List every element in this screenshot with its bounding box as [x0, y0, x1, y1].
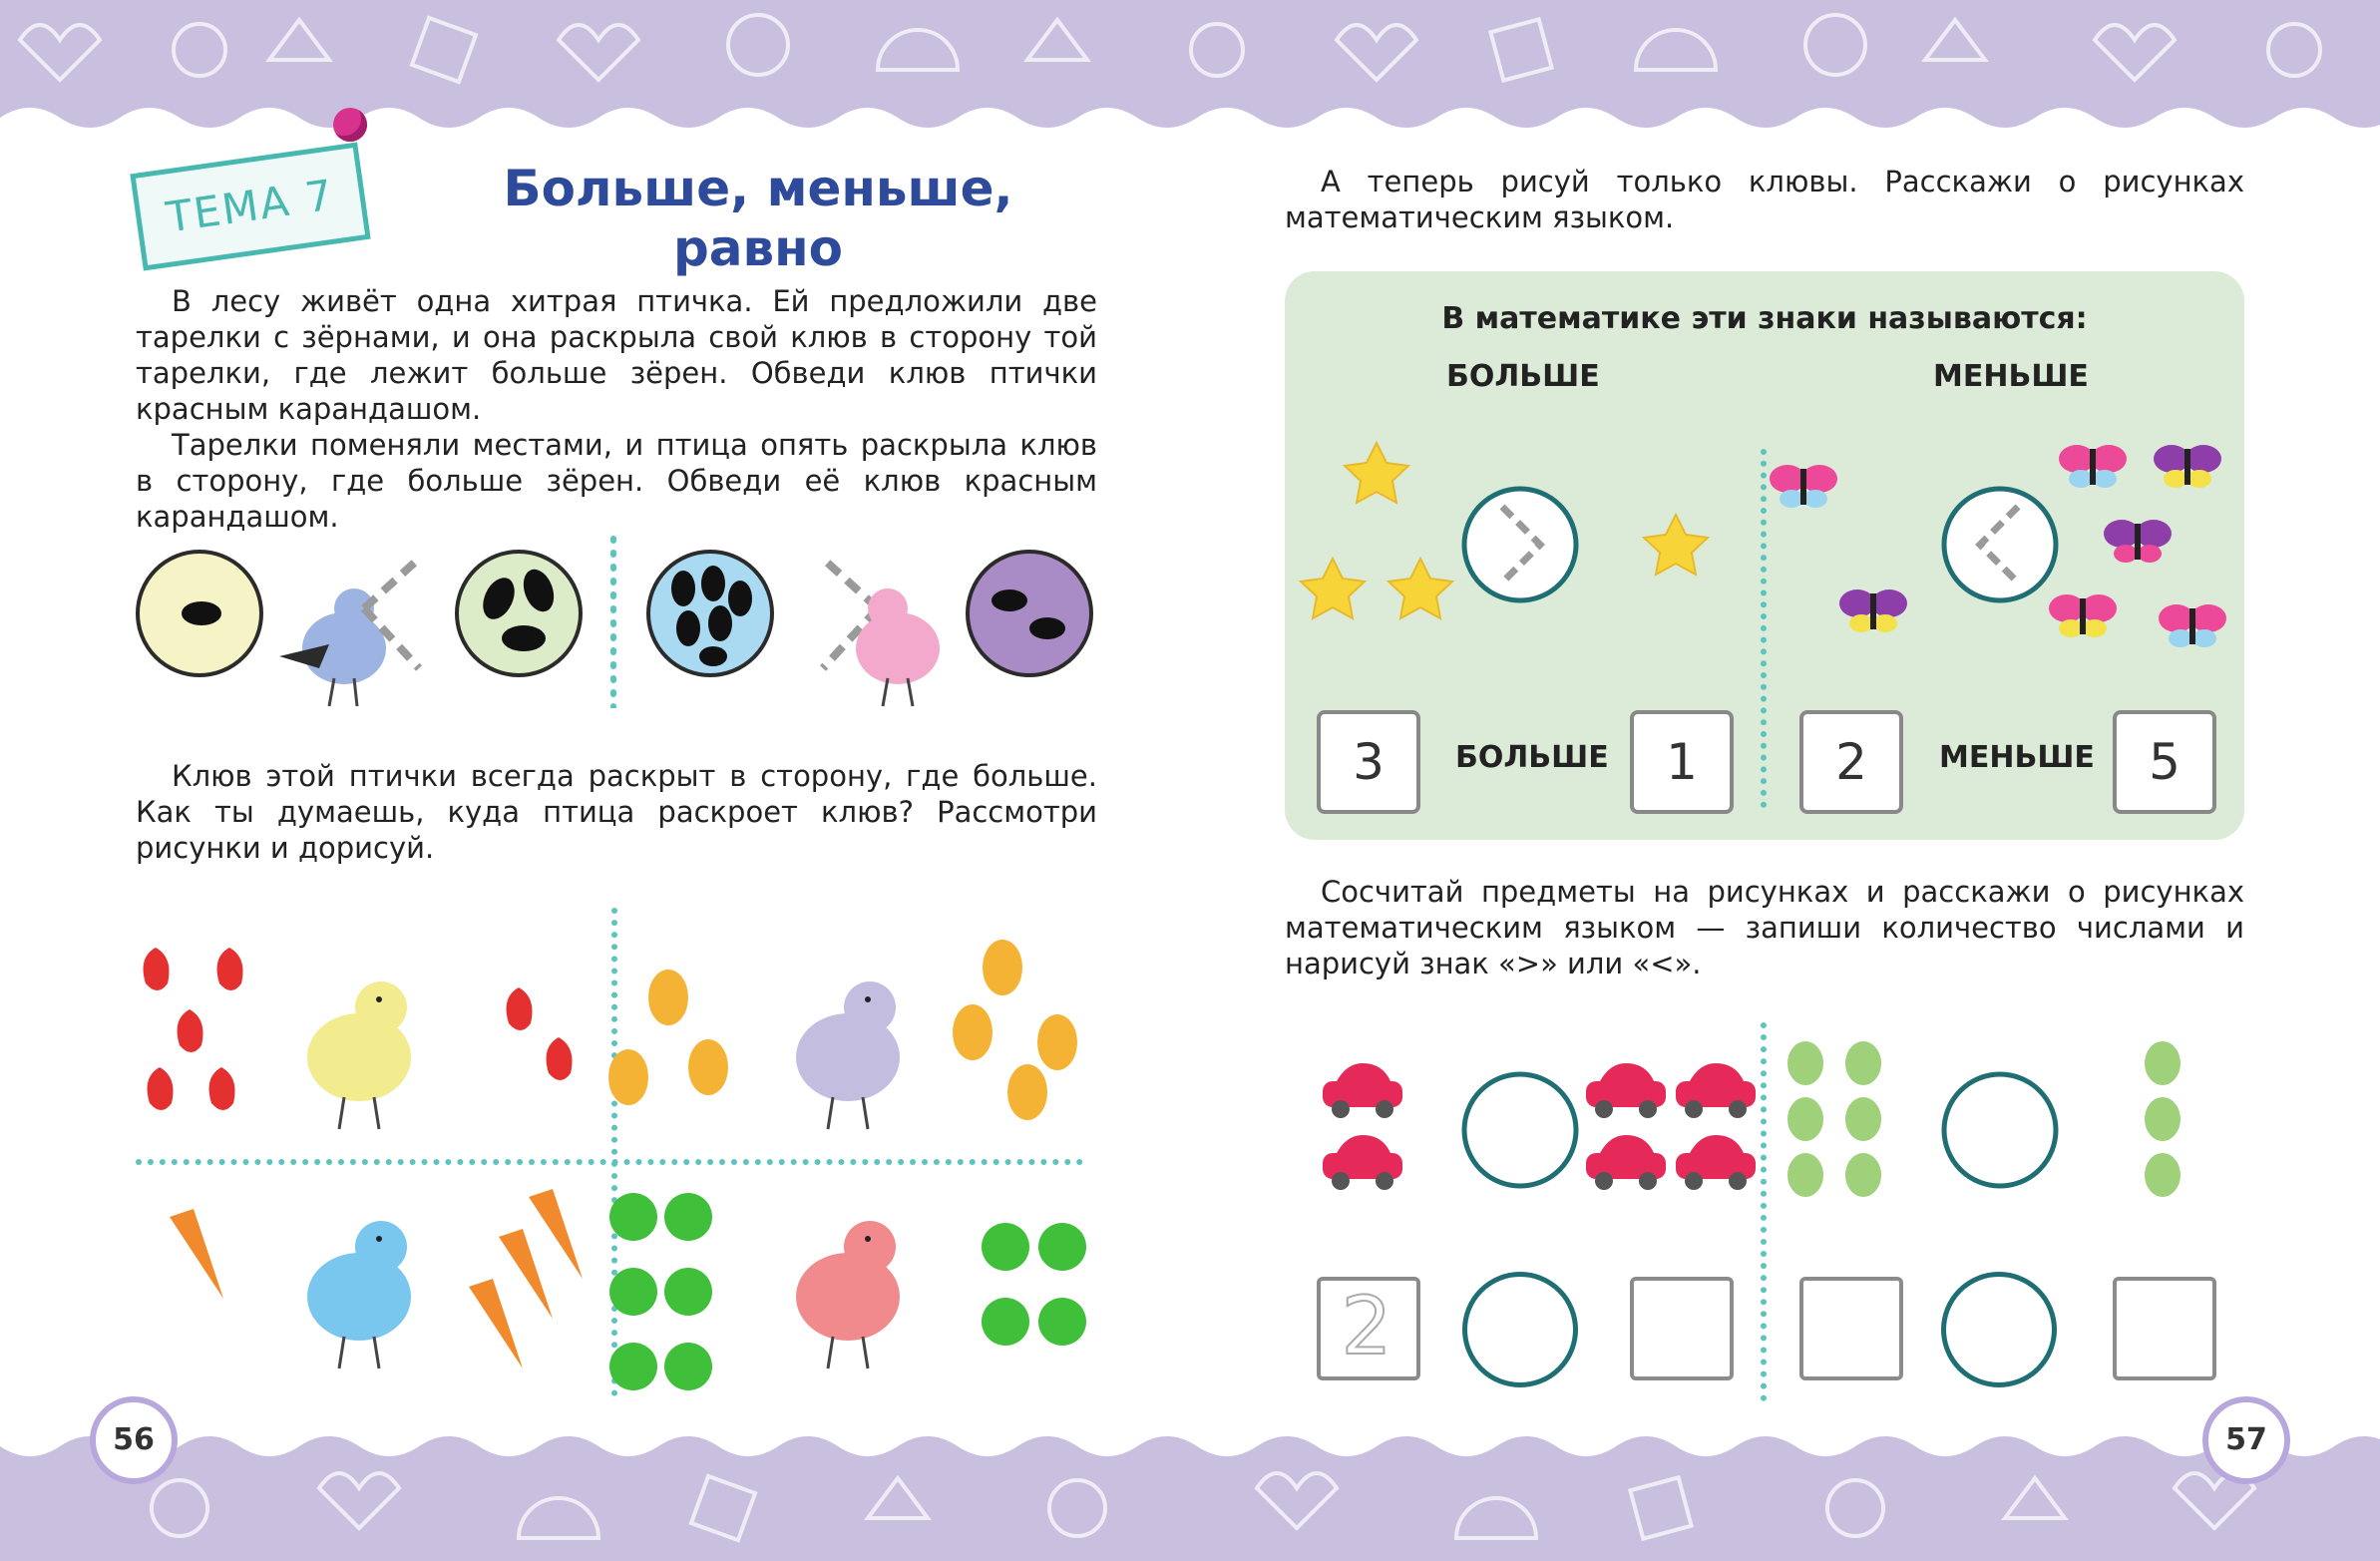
page-number-left: 56	[90, 1396, 178, 1484]
bird-lavender-icon	[796, 981, 900, 1129]
signs-box-title: В математике эти знаки называются:	[1441, 301, 2088, 336]
count-task-paragraph: Сосчитай предметы на рисунках и расскажи о рисунках математическим языком — запиши количество числами и нарисуй знак «>» или «<».	[1285, 875, 2244, 980]
bird-yellow-icon	[307, 981, 411, 1129]
paragraph-1: В лесу живёт одна хитрая птичка. Ей предложили две тарелки с зёрнами, и она раскрыла свой клюв в сторону той тарелки, где лежит больше зёрен. Обведи клюв птички красным карандашом.	[136, 284, 1097, 426]
fruit-panels-illustration	[130, 918, 1107, 1406]
paragraph-3: Клюв этой птички всегда раскрыт в сторону, где больше. Как ты думаешь, куда птица раскроет клюв? Рассмотри рисунки и дорисуй.	[136, 759, 1097, 865]
right-intro-paragraph: А теперь рисуй только клювы. Расскажи о рисунках математическим языком.	[1285, 165, 2244, 234]
bird-blue-2-icon	[307, 1221, 411, 1368]
paragraph-2: Тарелки поменяли местами, и птица опять раскрыла клюв в сторону, где больше зёрен. Обведи её клюв красным карандашом.	[136, 428, 1097, 534]
right-intro-text	[1285, 164, 2244, 235]
pin-icon	[333, 108, 367, 142]
plate-2	[457, 552, 581, 675]
count-task-illustration	[1285, 1027, 2244, 1227]
example-more-word: БОЛЬШЕ	[1455, 740, 1609, 775]
plate-4	[968, 552, 1091, 675]
less-sign-circle	[1944, 489, 2056, 600]
strawberry-left-group	[144, 948, 243, 1110]
answer-box-3[interactable]	[1799, 1277, 1903, 1380]
carrot-left-group	[170, 1209, 223, 1299]
topic-label: ТЕМА 7	[130, 142, 370, 270]
intro-text-block	[136, 283, 1097, 535]
task-circle-1	[1464, 1074, 1576, 1186]
task-circle-2	[1944, 1074, 2056, 1186]
example-more-left-box: 3	[1317, 710, 1420, 814]
strawberry-right-group	[507, 987, 573, 1080]
bottom-decor-band	[0, 1428, 2380, 1561]
task-text-block	[136, 758, 1097, 866]
apple-left-group	[609, 1193, 712, 1390]
bird-coral-icon	[796, 1221, 900, 1368]
apple-right-group	[982, 1223, 1086, 1346]
count-task-text	[1285, 874, 2244, 981]
example-more-right-box: 1	[1630, 710, 1734, 814]
carrot-right-group	[469, 1189, 583, 1368]
pear-right-group	[953, 940, 1077, 1120]
greater-sign-circle	[1464, 489, 1576, 600]
plates-illustration	[130, 529, 1107, 708]
answer-circle-1[interactable]	[1462, 1272, 1578, 1387]
label-less-heading: МЕНЬШЕ	[1933, 359, 2089, 394]
answer-box-2[interactable]	[1630, 1277, 1734, 1380]
answer-circle-2[interactable]	[1941, 1272, 2057, 1387]
page-title-line2: равно	[672, 219, 844, 277]
example-less-left-box: 2	[1799, 710, 1903, 814]
label-more-heading: БОЛЬШЕ	[1446, 359, 1600, 394]
signs-illustration	[1285, 419, 2244, 668]
answer-box-4[interactable]	[2113, 1277, 2216, 1380]
bird-pink-icon	[856, 588, 940, 706]
trace-digit: 2	[1341, 1280, 1392, 1372]
example-less-word: МЕНЬШЕ	[1939, 740, 2095, 775]
example-less-right-box: 5	[2113, 710, 2216, 814]
pear-left-group	[608, 970, 728, 1105]
page-number-right: 57	[2202, 1396, 2290, 1484]
page-title-line1: Больше, меньше,	[503, 160, 1013, 217]
